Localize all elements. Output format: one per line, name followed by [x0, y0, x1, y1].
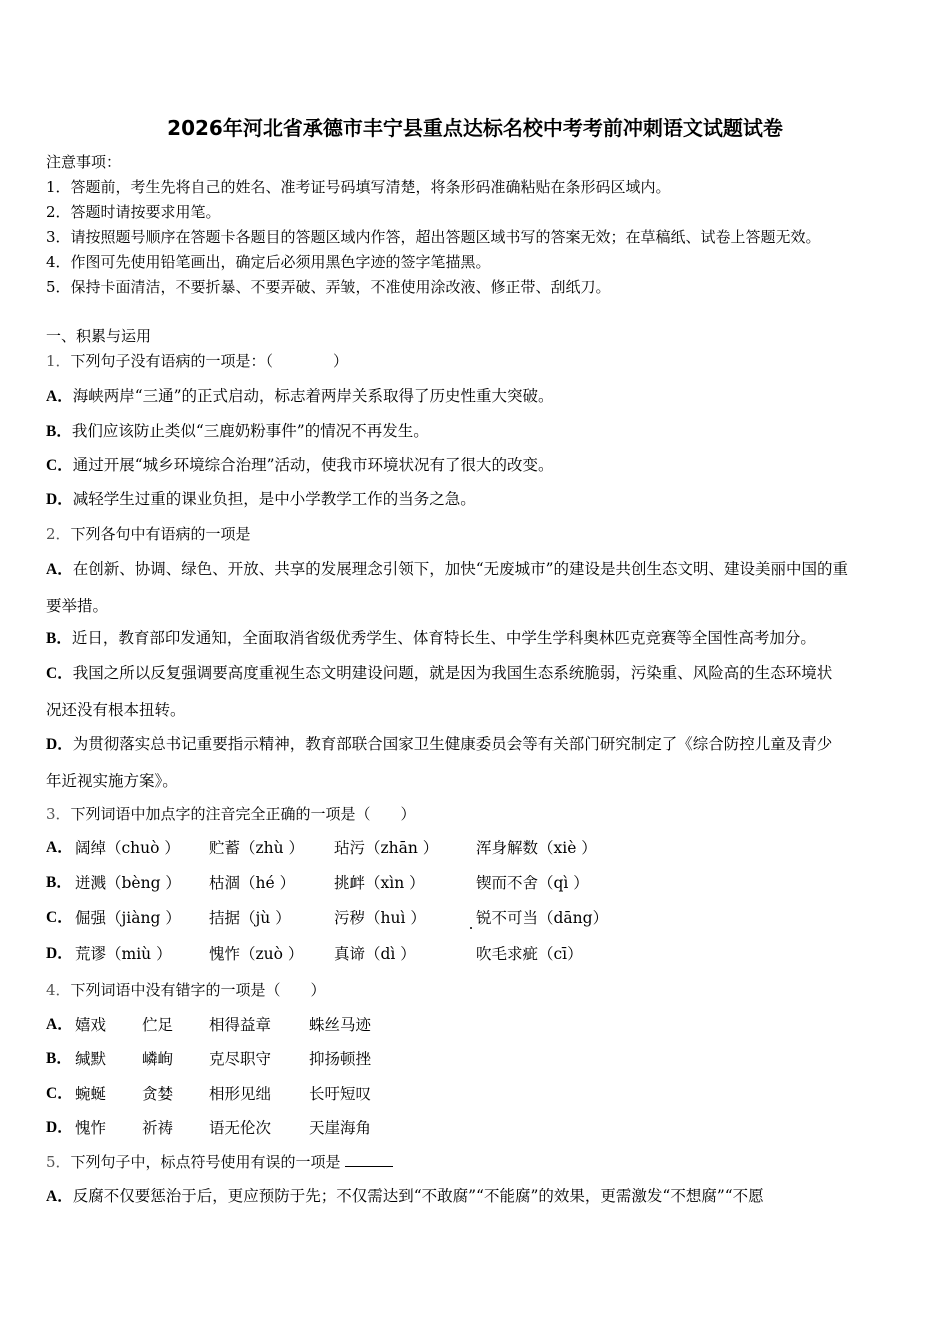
option-text: 为贯彻落实总书记重要指示精神，教育部联合国家卫生健康委员会等有关部门研究制定了《综合防控儿童及青少: [72, 735, 833, 753]
q4-word: 嬉戏: [75, 1016, 107, 1034]
q3-word: 迸溅（bèng ）: [75, 874, 181, 892]
q3-word: 愧怍（zuò ）: [209, 945, 304, 963]
q1-option-d: [46, 489, 476, 510]
q1-option-c: [46, 455, 554, 476]
q4-word: 蜿蜒: [75, 1085, 107, 1103]
option-label: C．: [46, 457, 73, 474]
q3-word: 拮据（jù ）: [209, 909, 291, 927]
question-text: 下列句子没有语病的一项是：（ ）: [70, 352, 349, 370]
question-number: 4．: [46, 981, 71, 999]
q2-option-d-continued: 年近视实施方案》。: [46, 772, 178, 790]
q3-word: 锲而不舍（qì ）: [476, 874, 589, 892]
q4-row-b-label: B．: [46, 1050, 72, 1067]
option-label: B．: [46, 630, 72, 647]
option-text: 在创新、协调、绿色、开放、共享的发展理念引领下，加快“无废城市”的建设是共创生态文明、建设美丽中国的重: [72, 560, 849, 578]
question-5-stem: [46, 1152, 393, 1172]
q3-word: 挑衅（xìn ）: [334, 874, 425, 892]
q3-word: 阔绰（chuò ）: [75, 839, 180, 857]
q3-word: 真谛（dì ）: [334, 945, 416, 963]
q4-row-c-label: C．: [46, 1085, 73, 1102]
q1-option-b: [46, 421, 429, 442]
question-2-stem: [46, 524, 251, 544]
option-text: 通过开展“城乡环境综合治理”活动，使我市环境状况有了很大的改变。: [72, 456, 554, 474]
q3-word: 荒谬（miù ）: [75, 945, 172, 963]
option-label: C．: [46, 665, 73, 682]
answer-blank: [345, 1152, 393, 1167]
q2-option-a-continued: 要举措。: [46, 597, 109, 615]
q4-word: 长吁短叹: [309, 1085, 372, 1103]
q5-option-a: [46, 1186, 764, 1207]
question-number: 1．: [46, 352, 71, 370]
q4-word: 天崖海角: [309, 1119, 372, 1137]
q3-row-a-label: A．: [46, 839, 73, 856]
option-text: 减轻学生过重的课业负担，是中小学教学工作的当务之急。: [72, 490, 476, 508]
question-number: 2．: [46, 525, 71, 543]
q2-option-c-continued: 况还没有根本扭转。: [46, 701, 186, 719]
q4-row-a-label: A．: [46, 1016, 73, 1033]
notice-item: 5．保持卡面清洁，不要折暴、不要弄破、弄皱，不准使用涂改液、修正带、刮纸刀。: [46, 278, 611, 296]
q3-word: 玷污（zhān ）: [334, 839, 439, 857]
q3-word: 污秽（huì ）: [334, 909, 426, 927]
q3-row-b-label: B．: [46, 874, 72, 891]
question-1-stem: [46, 351, 348, 371]
q4-word: 语无伦次: [209, 1119, 272, 1137]
q3-word: 枯涸（hé ）: [209, 874, 296, 892]
option-text: 海峡两岸“三通”的正式启动，标志着两岸关系取得了历史性重大突破。: [72, 387, 554, 405]
q4-word: 愧怍: [75, 1119, 107, 1137]
q4-word: 贪婪: [142, 1085, 174, 1103]
question-text: 下列词语中加点字的注音完全正确的一项是（ ）: [70, 805, 416, 823]
option-label: B．: [46, 423, 72, 440]
notice-heading: 注意事项：: [46, 153, 122, 171]
question-3-stem: [46, 804, 416, 824]
q4-word: 嶙峋: [142, 1050, 174, 1068]
option-label: A．: [46, 1188, 73, 1205]
q4-word: 祈祷: [142, 1119, 174, 1137]
q3-word: 贮蓄（zhù ）: [209, 839, 305, 857]
q4-word: 蛛丝马迹: [309, 1016, 372, 1034]
q3-word: 吹毛求疵（cī）: [476, 945, 583, 963]
question-number: 5．: [46, 1153, 71, 1171]
q4-word: 抑扬顿挫: [309, 1050, 372, 1068]
section-heading: 一、积累与运用: [46, 327, 152, 345]
q4-word: 缄默: [75, 1050, 107, 1068]
q2-option-b: [46, 628, 816, 649]
notice-item: 1．答题前，考生先将自己的姓名、准考证号码填写清楚，将条形码准确粘贴在条形码区域内。: [46, 178, 671, 196]
q3-word: 锐不可当（dāng）: [476, 909, 609, 927]
question-4-stem: [46, 980, 326, 1000]
q3-word: 倔强（jiàng ）: [75, 909, 181, 927]
option-text: 我们应该防止类似“三鹿奶粉事件”的情况不再发生。: [71, 422, 429, 440]
option-label: D．: [46, 736, 73, 753]
notice-item: 3．请按照题号顺序在答题卡各题目的答题区域内作答，超出答题区域书写的答案无效；在草稿纸、试卷上答题无效。: [46, 228, 821, 246]
notice-item: 4．作图可先使用铅笔画出，确定后必须用黑色字迹的签字笔描黑。: [46, 253, 491, 271]
notice-item: 2．答题时请按要求用笔。: [46, 203, 221, 221]
option-label: A．: [46, 388, 73, 405]
q3-word: 浑身解数（xiè ）: [476, 839, 597, 857]
q2-option-a: [46, 559, 848, 580]
option-label: D．: [46, 491, 73, 508]
q4-word: 克尽职守: [209, 1050, 272, 1068]
option-text: 近日，教育部印发通知，全面取消省级优秀学生、体育特长生、中学生学科奥林匹克竞赛等全国性高考加分。: [71, 629, 816, 647]
q2-option-c: [46, 663, 832, 684]
q1-option-a: [46, 386, 554, 407]
q3-row-c-label: C．: [46, 909, 73, 926]
option-text: 我国之所以反复强调要高度重视生态文明建设问题，就是因为我国生态系统脆弱，污染重、风险高的生态环境状: [72, 664, 833, 682]
question-text: 下列句子中，标点符号使用有误的一项是: [70, 1153, 341, 1171]
q4-row-d-label: D．: [46, 1119, 73, 1136]
q2-option-d: [46, 734, 832, 755]
question-number: 3．: [46, 805, 71, 823]
question-text: 下列各句中有语病的一项是: [70, 525, 251, 543]
exam-title: 2026年河北省承德市丰宁县重点达标名校中考考前冲刺语文试题试卷: [167, 116, 783, 140]
option-text: 反腐不仅要惩治于后，更应预防于先；不仅需达到“不敢腐”“不能腐”的效果，更需激发“不想腐”“不愿: [72, 1187, 764, 1205]
q3-row-d-label: D．: [46, 945, 73, 962]
q4-word: 相得益章: [209, 1016, 272, 1034]
q4-word: 伫足: [142, 1016, 174, 1034]
q4-word: 相形见绌: [209, 1085, 272, 1103]
emphasis-dot: [470, 927, 472, 929]
question-text: 下列词语中没有错字的一项是（ ）: [70, 981, 326, 999]
option-label: A．: [46, 561, 73, 578]
